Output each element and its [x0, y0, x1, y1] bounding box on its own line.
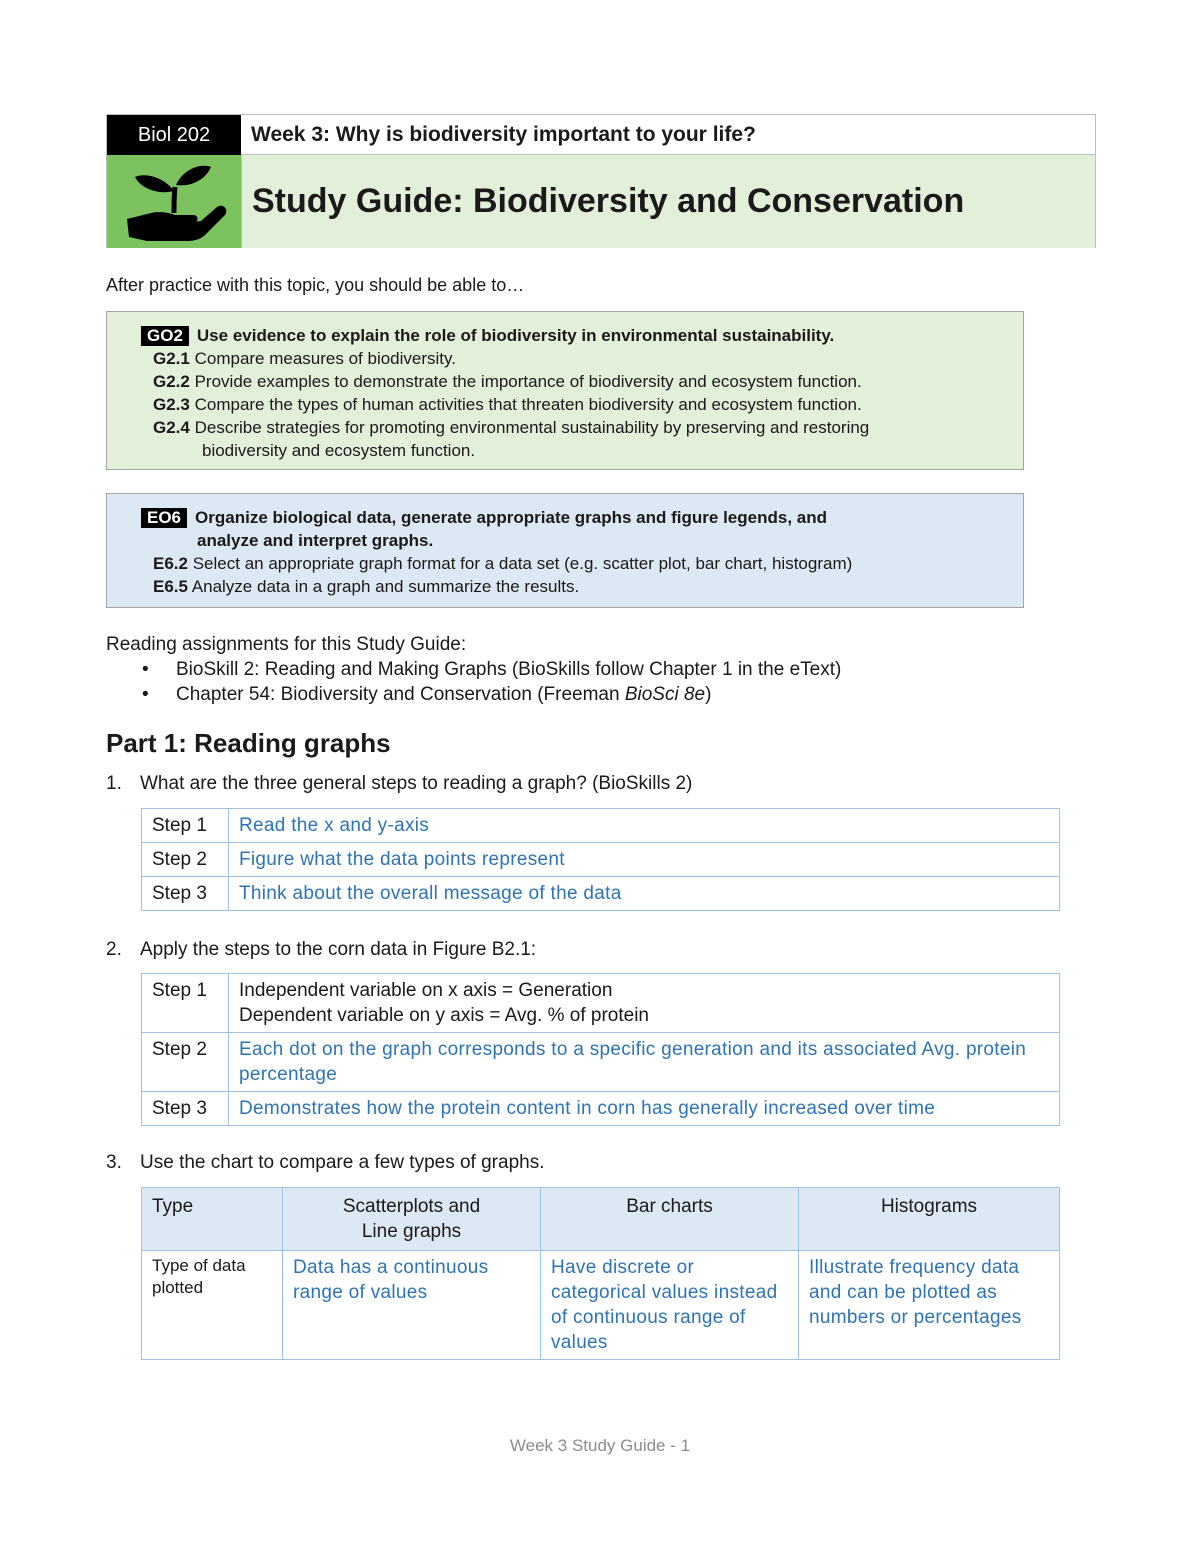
page-footer: Week 3 Study Guide - 1	[509, 1436, 691, 1455]
reading-assignments	[106, 632, 841, 707]
objective-item: G2.1 Compare measures of biodiversity.	[153, 349, 456, 368]
objective-item: E6.5 Analyze data in a graph and summarize the results.	[153, 577, 580, 596]
row-label: Step 1	[142, 809, 229, 843]
question-text: Use the chart to compare a few types of graphs.	[140, 1152, 545, 1173]
row-label: Step 3	[142, 1092, 229, 1126]
answer-cell: Demonstrates how the protein content in corn has generally increased over time	[229, 1092, 1060, 1126]
objective-eo6-heading	[141, 506, 1003, 552]
reading-label: Reading assignments for this Study Guide:	[106, 634, 467, 655]
question-2	[106, 939, 536, 961]
list-item: • Chapter 54: Biodiversity and Conservation (Freeman BioSci 8e)	[176, 682, 841, 707]
row-label: Step 3	[142, 877, 229, 911]
question-text: Apply the steps to the corn data in Figure B2.1:	[140, 939, 537, 960]
column-header: Scatterplots and Line graphs	[283, 1188, 541, 1251]
table-row	[142, 877, 1060, 911]
table-header-row	[142, 1188, 1060, 1251]
steps-table-q1	[141, 808, 1060, 911]
page-title: Study Guide: Biodiversity and Conservation	[241, 155, 1095, 248]
answer-cell	[229, 974, 1060, 1033]
table-row	[142, 1092, 1060, 1126]
question-3	[106, 1152, 544, 1174]
objective-go2-box	[106, 311, 1024, 470]
answer-cell: Figure what the data points represent	[229, 843, 1060, 877]
objective-item: G2.2 Provide examples to demonstrate the importance of biodiversity and ecosystem function.	[153, 372, 862, 391]
table-row	[142, 1251, 1060, 1360]
column-header: Type	[142, 1188, 283, 1251]
answer-cell: Each dot on the graph corresponds to a specific generation and its associated Avg. protein percentage	[229, 1033, 1060, 1092]
objective-tag: EO6	[141, 508, 187, 528]
table-row	[142, 809, 1060, 843]
objective-go2-items	[153, 347, 1003, 462]
table-row	[142, 843, 1060, 877]
objective-go2-heading	[141, 324, 1003, 347]
plant-in-hand-icon	[107, 155, 241, 248]
steps-table-q2	[141, 973, 1060, 1126]
objective-heading-text-cont: analyze and interpret graphs.	[197, 531, 434, 550]
objective-heading-text: Use evidence to explain the role of biodiversity in environmental sustainability.	[196, 326, 835, 345]
objective-item-continued: biodiversity and ecosystem function.	[202, 441, 476, 460]
column-header: Histograms	[799, 1188, 1060, 1251]
question-text: What are the three general steps to reading a graph? (BioSkills 2)	[140, 773, 693, 794]
graph-comparison-table	[141, 1187, 1060, 1360]
row-label: Type of data plotted	[142, 1251, 283, 1360]
objective-eo6-box	[106, 493, 1024, 608]
objective-item: G2.3 Compare the types of human activities that threaten biodiversity and ecosystem function.	[153, 395, 862, 414]
intro-text: After practice with this topic, you should be able to…	[106, 275, 525, 295]
table-row	[142, 974, 1060, 1033]
question-number: 2.	[106, 939, 122, 960]
section-heading: Part 1: Reading graphs	[106, 728, 391, 758]
answer-cell: Have discrete or categorical values instead of continuous range of values	[541, 1251, 799, 1360]
objective-eo6-items	[153, 552, 1003, 598]
question-1	[106, 773, 692, 795]
answer-line: Dependent variable on y axis = Avg. % of protein	[239, 1005, 649, 1026]
objective-tag: GO2	[141, 326, 189, 346]
reading-list	[106, 657, 841, 707]
table-row	[142, 1033, 1060, 1092]
question-number: 3.	[106, 1152, 122, 1173]
objective-heading-text: Organize biological data, generate appropriate graphs and figure legends, and	[195, 508, 827, 527]
week-title: Week 3: Why is biodiversity important to your life?	[241, 115, 1095, 155]
answer-cell: Read the x and y-axis	[229, 809, 1060, 843]
row-label: Step 2	[142, 843, 229, 877]
header-block	[106, 114, 1096, 248]
column-header: Bar charts	[541, 1188, 799, 1251]
list-item: • BioSkill 2: Reading and Making Graphs (BioSkills follow Chapter 1 in the eText)	[176, 657, 841, 682]
objective-item: G2.4 Describe strategies for promoting environmental sustainability by preserving and restoring	[153, 418, 870, 437]
row-label: Step 2	[142, 1033, 229, 1092]
course-code: Biol 202	[107, 115, 241, 155]
question-number: 1.	[106, 773, 122, 794]
answer-cell: Data has a continuous range of values	[283, 1251, 541, 1360]
answer-cell: Think about the overall message of the data	[229, 877, 1060, 911]
objective-item: E6.2 Select an appropriate graph format for a data set (e.g. scatter plot, bar chart, histogram)	[153, 554, 853, 573]
answer-line: Independent variable on x axis = Generation	[239, 980, 613, 1001]
answer-cell: Illustrate frequency data and can be plotted as numbers or percentages	[799, 1251, 1060, 1360]
row-label: Step 1	[142, 974, 229, 1033]
